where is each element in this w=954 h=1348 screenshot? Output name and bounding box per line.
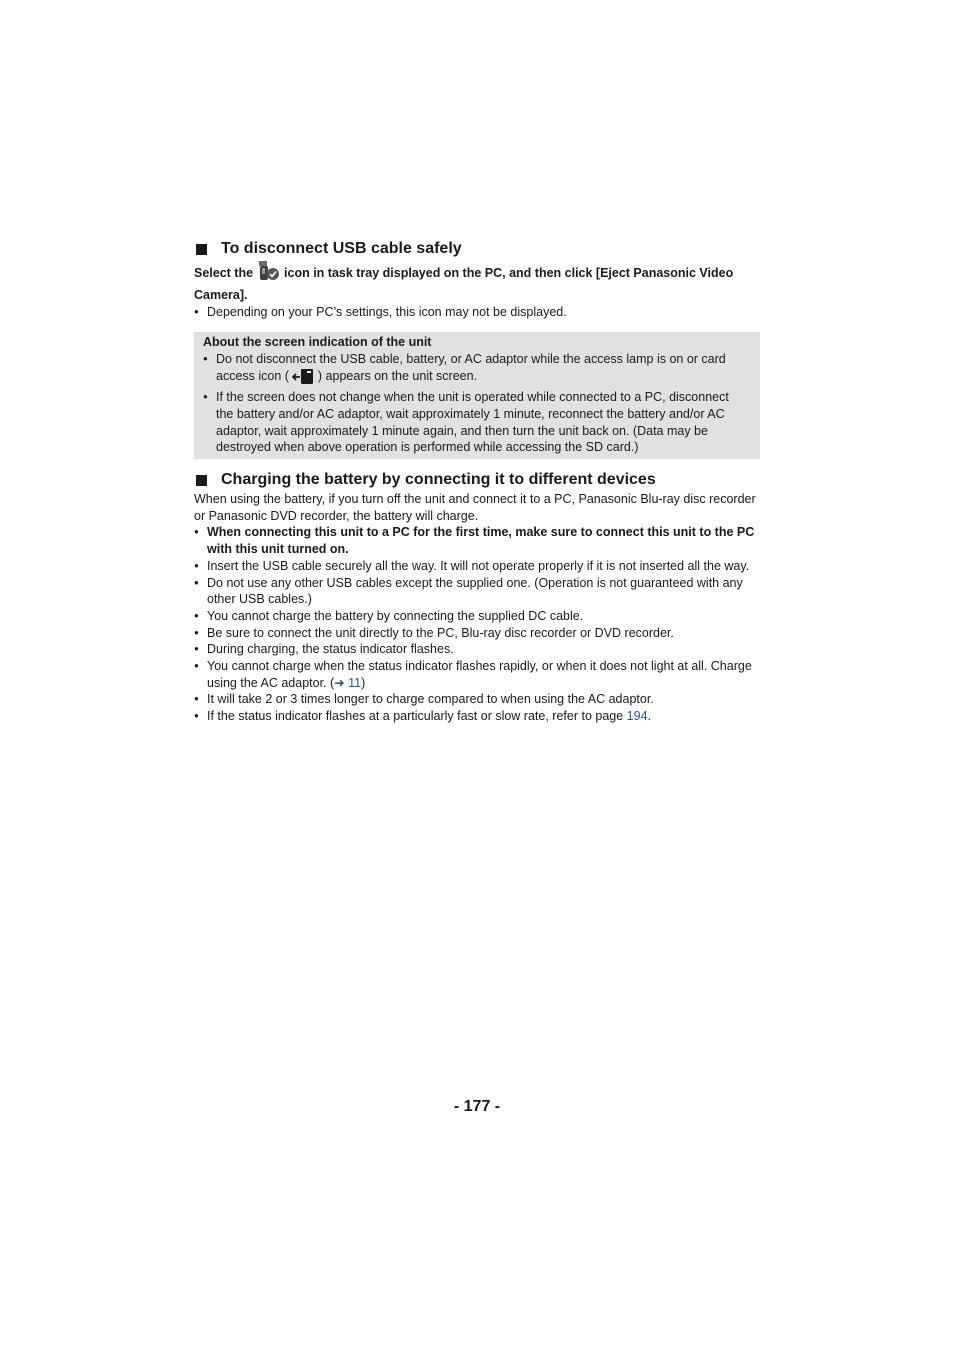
page-content <box>194 239 760 725</box>
usb-tray-icon <box>257 260 281 287</box>
page-ref-link[interactable]: ➜ 11 <box>334 675 362 690</box>
note-box <box>194 332 760 459</box>
section-heading-charging <box>194 470 760 490</box>
sec2-bullets <box>194 524 760 724</box>
heading-square-icon <box>196 244 207 255</box>
note-title: About the screen indication of the unit <box>203 335 432 350</box>
select-instruction: Select the icon in task tray displayed on the PC, and then click [Eject Panasonic Video Camera]. <box>194 260 760 303</box>
list-item: ● Depending on your PC’s settings, this icon may not be displayed. <box>194 304 760 321</box>
section-title: Charging the battery by connecting it to different devices <box>221 471 656 489</box>
page-number: - 177 - <box>453 1098 501 1115</box>
list-item: ● Do not disconnect the USB cable, battery, or AC adaptor while the access lamp is on or card access icon ( ) appears on the unit screen. <box>203 351 746 389</box>
section-heading-disconnect <box>194 239 760 259</box>
list-item: ● During charging, the status indicator flashes. <box>194 641 760 658</box>
list-item: ● You cannot charge when the status indicator flashes rapidly, or when it does not light at all. Charge using the AC adaptor. (➜ 11) <box>194 658 760 691</box>
charging-intro: When using the battery, if you turn off the unit and connect it to a PC, Panasonic Blu-ray disc recorder or Panasonic DVD recorder, the battery will charge. <box>194 492 756 523</box>
list-item: ● If the status indicator flashes at a particularly fast or slow rate, refer to page 194. <box>194 708 760 725</box>
list-item: ● You cannot charge the battery by connecting the supplied DC cable. <box>194 608 760 625</box>
list-item: ● Be sure to connect the unit directly to the PC, Blu-ray disc recorder or DVD recorder. <box>194 625 760 642</box>
sec1-bullets <box>194 304 760 321</box>
page-ref-link[interactable]: 194 <box>626 709 648 724</box>
note-bullets <box>203 351 746 456</box>
list-item: ● Do not use any other USB cables except the supplied one. (Operation is not guaranteed with any other USB cables.) <box>194 575 760 608</box>
heading-square-icon <box>196 475 207 486</box>
section-title: To disconnect USB cable safely <box>221 240 462 257</box>
list-item: ● Insert the USB cable securely all the way. It will not operate properly if it is not inserted all the way. <box>194 558 760 575</box>
list-item: ● When connecting this unit to a PC for the first time, make sure to connect this unit to the PC with this unit turned on. <box>194 524 760 557</box>
list-item: ● It will take 2 or 3 times longer to charge compared to when using the AC adaptor. <box>194 691 760 708</box>
card-access-icon <box>292 368 314 390</box>
list-item: ● If the screen does not change when the unit is operated while connected to a PC, disconnect the battery and/or AC adaptor, wait approximately 1 minute, reconnect the battery and/or AC adaptor, wait approximately 1 minute again, and then turn the unit back on. (Data may be destroyed when above operation is performed while accessing the SD card.) <box>203 389 746 456</box>
